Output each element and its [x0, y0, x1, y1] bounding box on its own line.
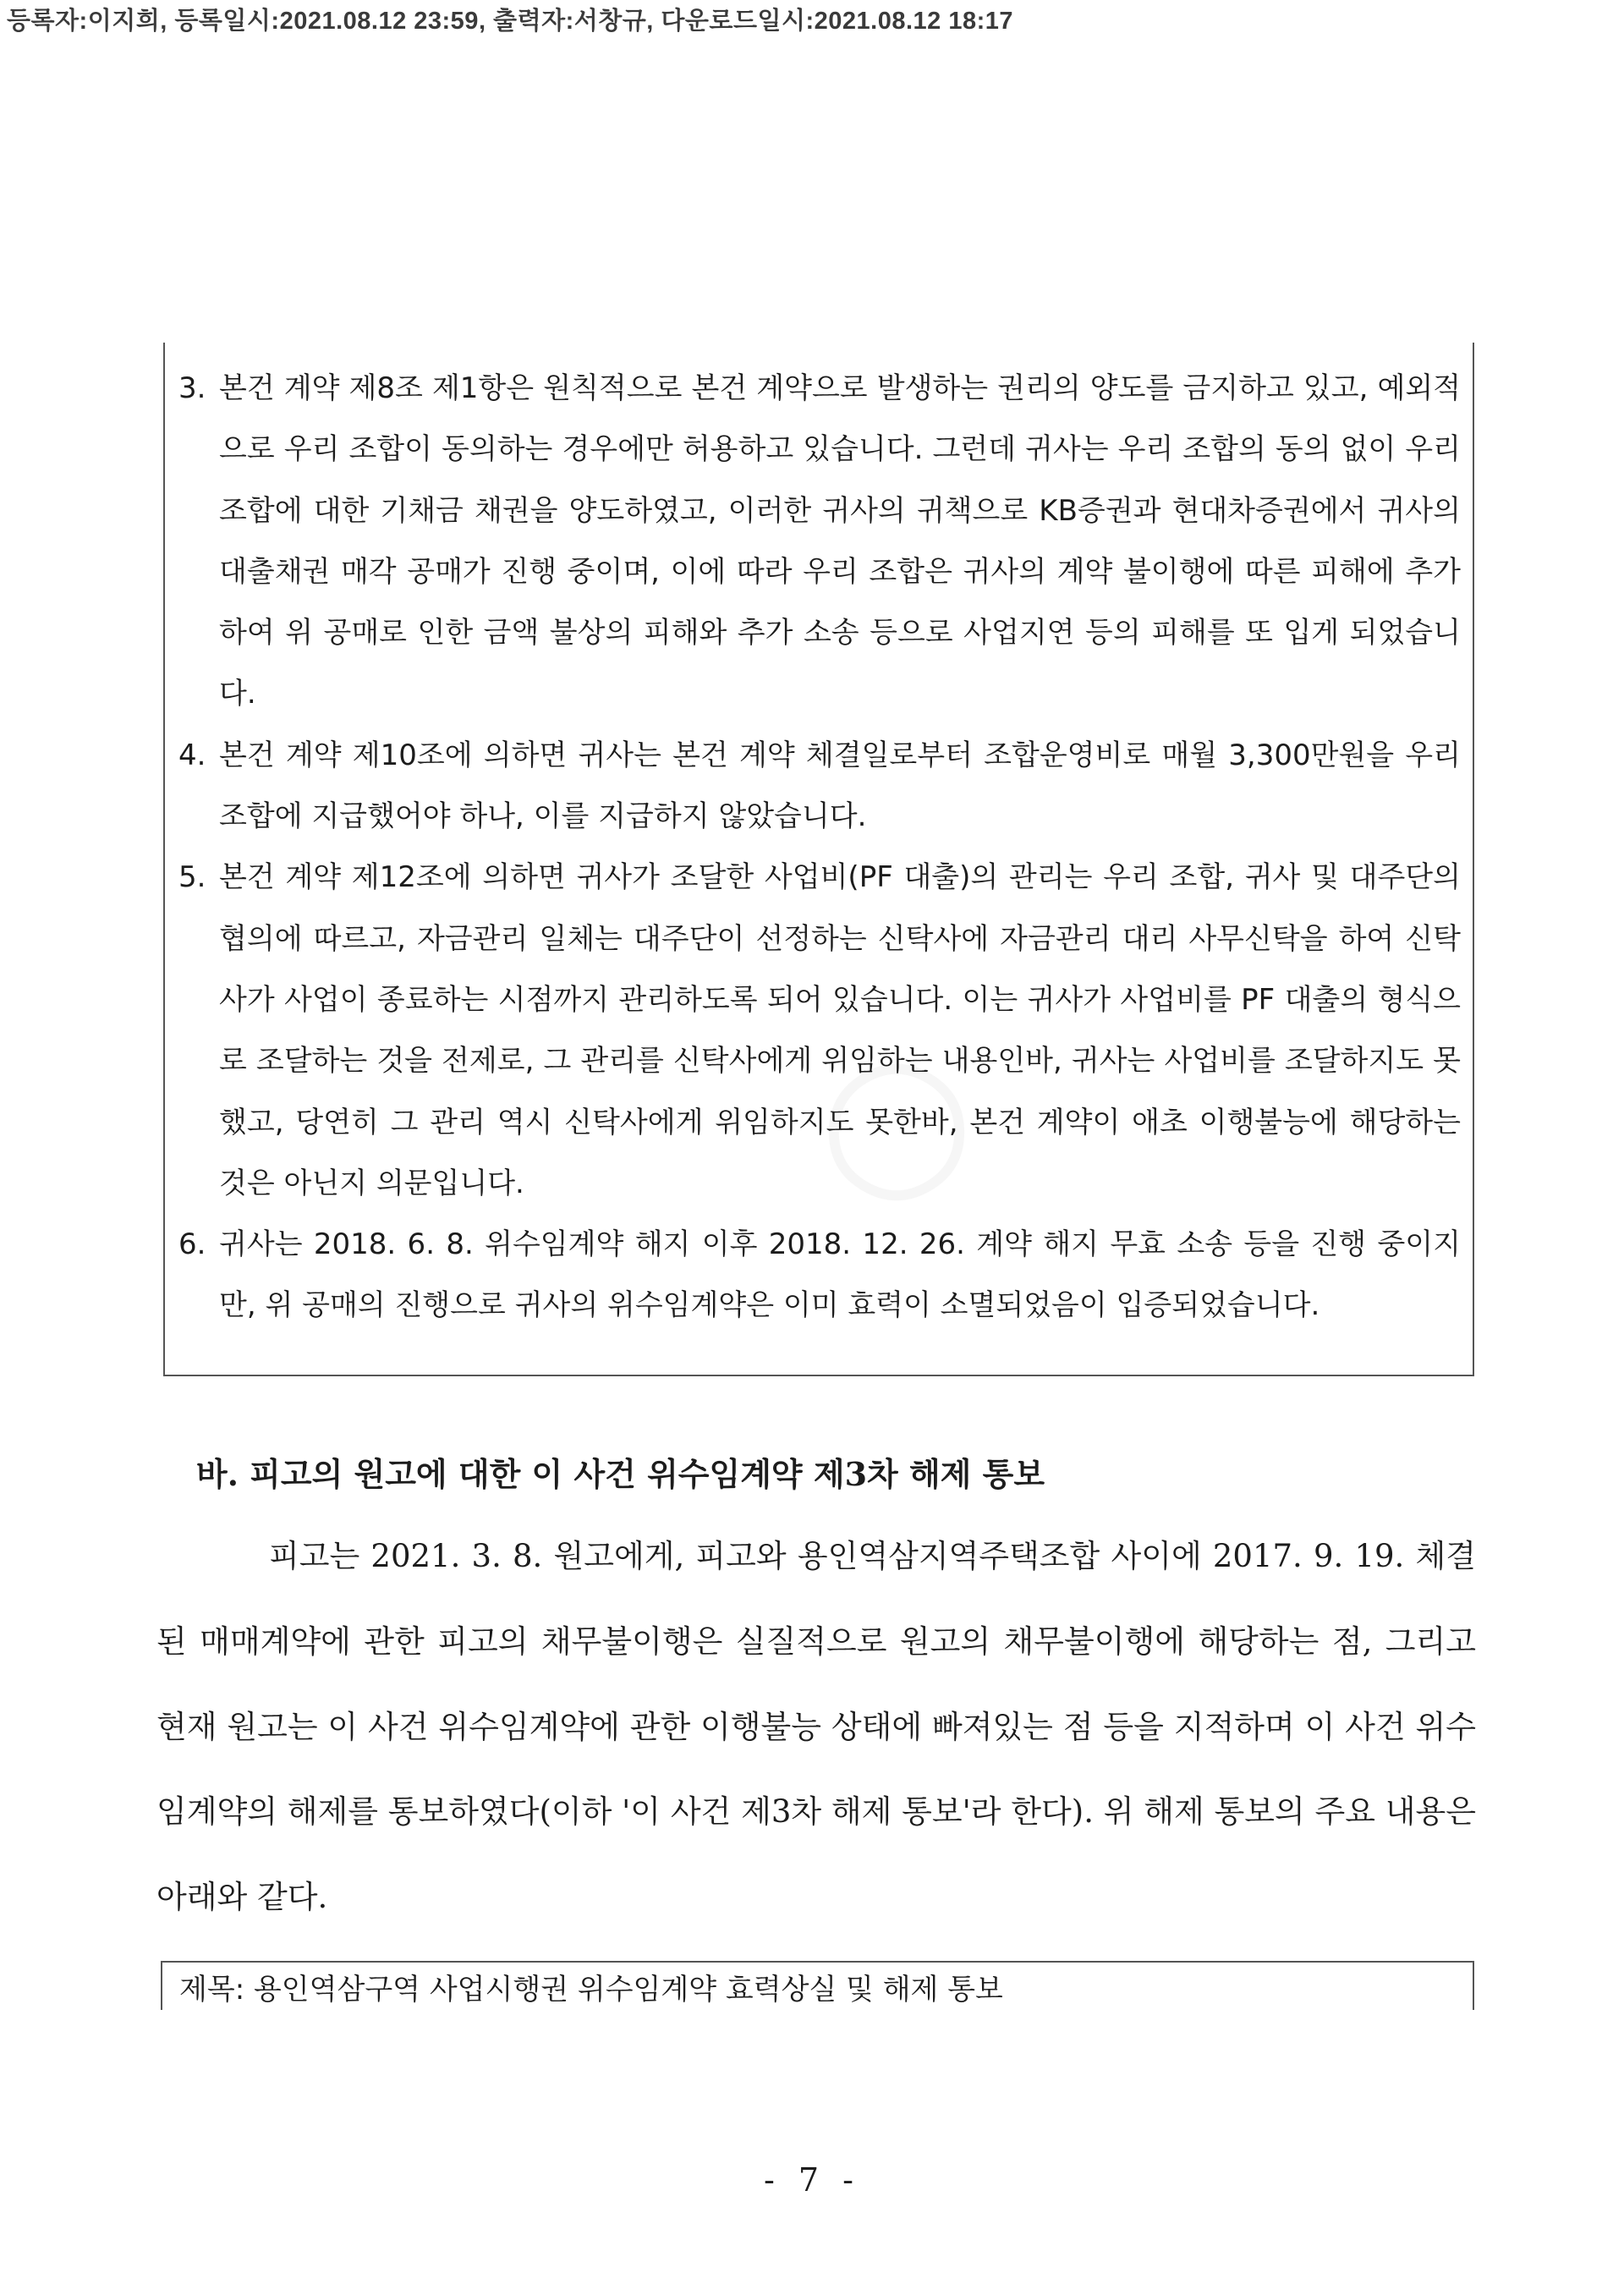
- body-paragraph: 피고는 2021. 3. 8. 원고에게, 피고와 용인역삼지역주택조합 사이에 2017. 9. 19. 체결된 매매계약에 관한 피고의 채무불이행은 실질적으로 원고의 채무불이행에 해당하는 점, 그리고 현재 원고는 이 사건 위수임계약에 관한 이행불능 상태에 빠져있는 점 등을 지적하며 이 사건 위수임계약의 해제를 통보하였다(이하 '이 사건 제3차 해제 통보'라 한다). 위 해제 통보의 주요 내용은 아래와 같다.: [156, 1538, 1476, 1916]
- item-number: 6.: [178, 1227, 206, 1262]
- section-heading: 바. 피고의 원고에 대한 이 사건 위수임계약 제3차 해제 통보: [196, 1455, 1045, 1493]
- numbered-item-5: [178, 847, 1461, 1214]
- numbered-item-6: [178, 1214, 1461, 1337]
- numbered-item-3: [178, 358, 1461, 725]
- item-number: 4.: [178, 738, 206, 772]
- download-log-header: 등록자:이지희, 등록일시:2021.08.12 23:59, 출력자:서창규, 다운로드일시:2021.08.12 18:17: [7, 8, 1014, 35]
- page-number: - 7 -: [763, 2161, 860, 2199]
- quoted-notice-box: [163, 343, 1474, 1376]
- numbered-item-4: [178, 725, 1461, 848]
- item-text: 본건 계약 제12조에 의하면 귀사가 조달한 사업비(PF 대출)의 관리는 우리 조합, 귀사 및 대주단의 협의에 따르고, 자금관리 일체는 대주단이 선정하는 신탁사에 자금관리 대리 사무신탁을 하여 신탁사가 사업이 종료하는 시점까지 관리하도록 되어 있습니다. 이는 귀사가 사업비를 PF 대출의 형식으로 조달하는 것을 전제로, 그 관리를 신탁사에게 위임하는 내용인바, 귀사는 사업비를 조달하지도 못했고, 당연히 그 관리 역시 신탁사에게 위임하지도 못한바, 본건 계약이 애초 이행불능에 해당하는 것은 아닌지 의문입니다.: [219, 860, 1461, 1200]
- notice-subject: 제목: 용인역삼구역 사업시행권 위수임계약 효력상실 및 해제 통보: [179, 1973, 1003, 2007]
- item-text: 본건 계약 제10조에 의하면 귀사는 본건 계약 체결일로부터 조합운영비로 매월 3,300만원을 우리 조합에 지급했어야 하나, 이를 지급하지 않았습니다.: [219, 738, 1461, 834]
- item-number: 3.: [178, 371, 206, 405]
- item-number: 5.: [178, 860, 206, 895]
- item-text: 본건 계약 제8조 제1항은 원칙적으로 본건 계약으로 발생하는 권리의 양도를 금지하고 있고, 예외적으로 우리 조합이 동의하는 경우에만 허용하고 있습니다. 그런데 귀사는 우리 조합의 동의 없이 우리 조합에 대한 기채금 채권을 양도하였고, 이러한 귀사의 귀책으로 KB증권과 현대차증권에서 귀사의 대출채권 매각 공매가 진행 중이며, 이에 따라 우리 조합은 귀사의 계약 불이행에 따른 피해에 추가하여 위 공매로 인한 금액 불상의 피해와 추가 소송 등으로 사업지연 등의 피해를 또 입게 되었습니다.: [219, 371, 1461, 711]
- notice-subject-box: [161, 1961, 1474, 2010]
- item-text: 귀사는 2018. 6. 8. 위수임계약 해지 이후 2018. 12. 26. 계약 해지 무효 소송 등을 진행 중이지만, 위 공매의 진행으로 귀사의 위수임계약은 이미 효력이 소멸되었음이 입증되었습니다.: [219, 1227, 1461, 1323]
